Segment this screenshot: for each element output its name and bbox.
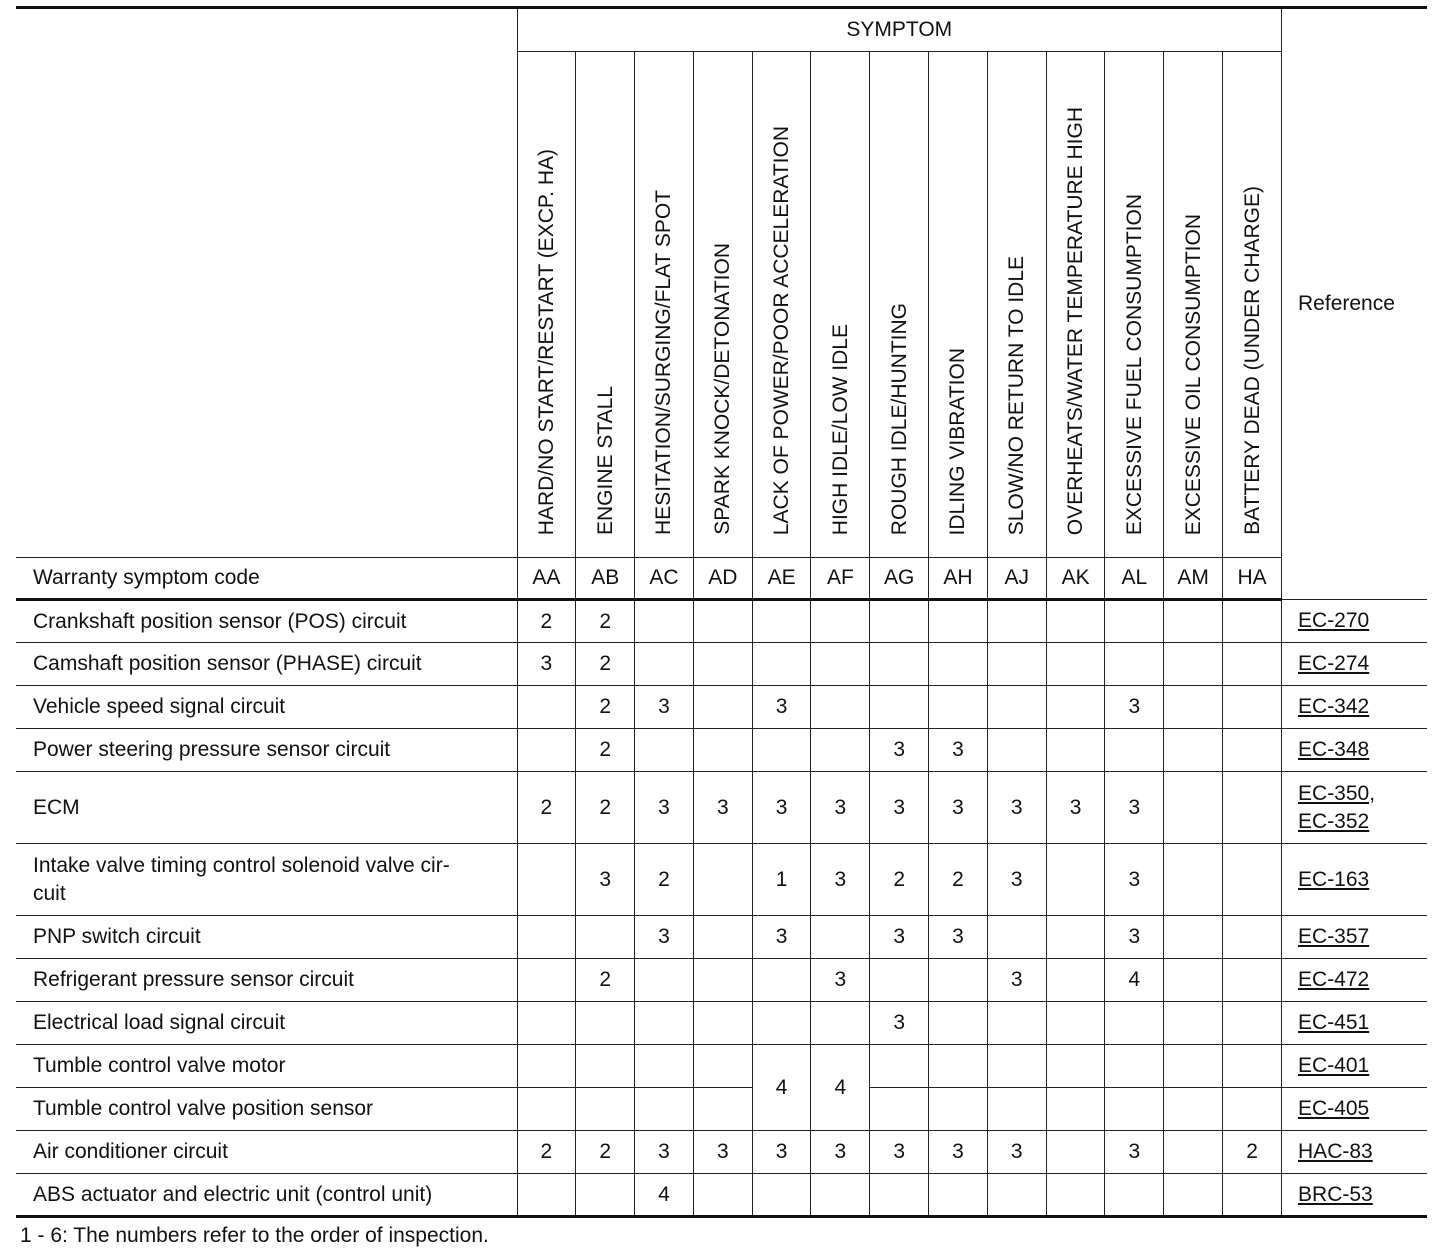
inspection-order-cell — [517, 729, 576, 772]
inspection-order-cell — [576, 1002, 635, 1045]
inspection-order-cell — [635, 600, 694, 643]
symptom-code: AB — [576, 558, 635, 600]
inspection-order-cell — [1046, 916, 1105, 959]
inspection-order-cell — [987, 643, 1046, 686]
symptom-header — [1105, 52, 1164, 558]
inspection-order-cell — [693, 959, 752, 1002]
reference-link[interactable]: BRC-53 — [1298, 1182, 1373, 1206]
symptom-code: AL — [1105, 558, 1164, 600]
inspection-order-cell — [1046, 844, 1105, 916]
inspection-order-cell: 2 — [517, 600, 576, 643]
reference-link[interactable]: EC-352 — [1298, 809, 1370, 833]
inspection-order-cell — [929, 643, 988, 686]
symptom-code: AM — [1164, 558, 1223, 600]
inspection-order-cell — [1164, 1131, 1223, 1174]
inspection-order-cell — [576, 916, 635, 959]
inspection-order-cell — [576, 1088, 635, 1131]
symptom-code: HA — [1223, 558, 1282, 600]
inspection-order-cell — [693, 643, 752, 686]
inspection-order-cell — [1105, 1045, 1164, 1088]
symptom-header — [635, 52, 694, 558]
inspection-order-cell — [752, 643, 811, 686]
symptom-code: AC — [635, 558, 694, 600]
inspection-order-cell — [1223, 686, 1282, 729]
symptom-header — [517, 52, 576, 558]
inspection-order-cell — [1164, 1174, 1223, 1217]
inspection-order-cell — [870, 1174, 929, 1217]
reference-cell — [1282, 1174, 1427, 1217]
reference-cell — [1282, 1002, 1427, 1045]
symptom-code: AA — [517, 558, 576, 600]
inspection-order-cell: 2 — [576, 959, 635, 1002]
inspection-order-cell — [752, 729, 811, 772]
symptom-header — [693, 52, 752, 558]
inspection-order-cell — [987, 686, 1046, 729]
symptom-header — [1046, 52, 1105, 558]
table-body — [16, 600, 1427, 1217]
inspection-order-cell — [987, 729, 1046, 772]
inspection-order-cell — [576, 1045, 635, 1088]
inspection-order-cell — [635, 959, 694, 1002]
inspection-order-cell — [693, 1002, 752, 1045]
inspection-order-cell — [1046, 643, 1105, 686]
inspection-order-cell — [517, 1088, 576, 1131]
inspection-order-cell — [811, 729, 870, 772]
inspection-order-cell — [517, 686, 576, 729]
inspection-order-cell — [1223, 916, 1282, 959]
reference-link[interactable]: EC-405 — [1298, 1097, 1370, 1120]
inspection-order-cell: 3 — [1105, 772, 1164, 844]
component-name-line: Air conditioner circuit — [33, 1140, 228, 1163]
reference-link[interactable]: EC-401 — [1298, 1054, 1370, 1077]
inspection-order-cell — [1164, 772, 1223, 844]
symptom-name: IDLING VIBRATION — [946, 347, 970, 535]
inspection-order-cell: 3 — [693, 1131, 752, 1174]
inspection-order-cell: 4 — [811, 1045, 870, 1131]
inspection-order-cell: 3 — [576, 844, 635, 916]
reference-cell — [1282, 1045, 1427, 1088]
inspection-order-cell: 3 — [929, 1131, 988, 1174]
symptom-name: ROUGH IDLE/HUNTING — [887, 302, 911, 535]
inspection-order-cell — [870, 643, 929, 686]
inspection-order-cell: 2 — [576, 772, 635, 844]
inspection-order-cell — [517, 1045, 576, 1088]
component-name — [16, 1131, 517, 1174]
inspection-order-cell — [693, 844, 752, 916]
inspection-order-cell — [929, 1088, 988, 1131]
inspection-order-cell — [1164, 844, 1223, 916]
inspection-order-cell — [517, 1002, 576, 1045]
inspection-order-cell: 3 — [811, 1131, 870, 1174]
inspection-order-cell: 3 — [811, 959, 870, 1002]
reference-link[interactable]: HAC-83 — [1298, 1140, 1373, 1163]
component-name-line: cuit — [33, 881, 66, 905]
inspection-order-cell: 3 — [1105, 916, 1164, 959]
inspection-order-cell — [1164, 916, 1223, 959]
inspection-order-cell — [987, 1002, 1046, 1045]
inspection-order-cell — [1164, 729, 1223, 772]
inspection-order-cell — [1164, 1088, 1223, 1131]
symptom-name: SLOW/NO RETURN TO IDLE — [1005, 255, 1029, 535]
inspection-order-cell: 3 — [635, 686, 694, 729]
inspection-order-cell — [811, 600, 870, 643]
reference-cell — [1282, 600, 1427, 643]
inspection-order-cell: 1 — [752, 844, 811, 916]
component-name — [16, 916, 517, 959]
inspection-order-cell — [635, 729, 694, 772]
reference-link[interactable]: EC-472 — [1298, 968, 1370, 991]
component-name-line: Camshaft position sensor (PHASE) circuit — [33, 652, 422, 675]
inspection-order-cell — [987, 1088, 1046, 1131]
component-name — [16, 1174, 517, 1217]
inspection-order-cell: 3 — [870, 1131, 929, 1174]
inspection-order-cell — [1046, 1045, 1105, 1088]
component-name-line: Refrigerant pressure sensor circuit — [33, 968, 354, 991]
component-name-line: Intake valve timing control solenoid valve cir- — [33, 853, 450, 877]
inspection-order-cell: 2 — [517, 772, 576, 844]
symptom-name: HESITATION/SURGING/FLAT SPOT — [652, 190, 676, 535]
inspection-order-cell: 2 — [517, 1131, 576, 1174]
inspection-order-cell — [752, 1174, 811, 1217]
symptom-name: LACK OF POWER/POOR ACCELERATION — [770, 125, 794, 535]
inspection-order-cell — [1164, 643, 1223, 686]
inspection-order-cell — [693, 1174, 752, 1217]
table-row — [16, 1131, 1427, 1174]
inspection-order-cell: 3 — [1105, 1131, 1164, 1174]
table-row — [16, 959, 1427, 1002]
inspection-order-cell — [811, 916, 870, 959]
inspection-order-cell — [1046, 1174, 1105, 1217]
inspection-order-cell — [811, 1002, 870, 1045]
reference-cell — [1282, 844, 1427, 916]
inspection-order-cell: 2 — [576, 600, 635, 643]
component-name-line: ECM — [33, 795, 80, 819]
symptom-table — [16, 6, 1427, 1218]
inspection-order-cell — [1105, 643, 1164, 686]
corner-cell — [16, 8, 517, 558]
inspection-order-cell: 3 — [870, 916, 929, 959]
inspection-order-cell — [693, 1045, 752, 1088]
inspection-order-cell: 3 — [987, 1131, 1046, 1174]
symptom-name: ENGINE STALL — [593, 386, 617, 535]
inspection-order-cell — [693, 729, 752, 772]
table-row — [16, 1088, 1427, 1131]
symptom-header — [987, 52, 1046, 558]
reference-cell — [1282, 1131, 1427, 1174]
table-row — [16, 844, 1427, 916]
symptom-code: AD — [693, 558, 752, 600]
inspection-order-cell: 2 — [576, 686, 635, 729]
symptom-code: AK — [1046, 558, 1105, 600]
inspection-order-cell — [517, 916, 576, 959]
component-name — [16, 1088, 517, 1131]
component-name-line: Crankshaft position sensor (POS) circuit — [33, 609, 407, 633]
inspection-order-cell — [929, 1002, 988, 1045]
component-name — [16, 1045, 517, 1088]
inspection-order-cell: 3 — [987, 844, 1046, 916]
inspection-order-cell: 3 — [929, 772, 988, 844]
inspection-order-cell — [693, 686, 752, 729]
inspection-order-cell: 3 — [1046, 772, 1105, 844]
symptom-header — [752, 52, 811, 558]
inspection-order-cell: 3 — [1105, 686, 1164, 729]
inspection-order-cell: 3 — [693, 772, 752, 844]
component-name-line: Tumble control valve motor — [33, 1054, 286, 1077]
component-name-line: Vehicle speed signal circuit — [33, 695, 286, 718]
inspection-order-cell — [1164, 1045, 1223, 1088]
inspection-order-cell — [635, 643, 694, 686]
reference-header: Reference — [1282, 8, 1427, 600]
inspection-order-cell — [987, 1174, 1046, 1217]
inspection-order-cell — [1164, 1002, 1223, 1045]
inspection-order-cell: 2 — [870, 844, 929, 916]
inspection-order-cell: 2 — [1223, 1131, 1282, 1174]
reference-link[interactable]: EC-270 — [1298, 609, 1370, 632]
inspection-order-cell: 3 — [635, 772, 694, 844]
inspection-order-cell: 4 — [635, 1174, 694, 1217]
table-row — [16, 643, 1427, 686]
inspection-order-cell: 2 — [929, 844, 988, 916]
inspection-order-cell — [693, 916, 752, 959]
inspection-order-cell — [1164, 686, 1223, 729]
inspection-order-cell — [929, 1045, 988, 1088]
symptom-name: HIGH IDLE/LOW IDLE — [828, 323, 852, 535]
table-row — [16, 916, 1427, 959]
reference-link[interactable]: EC-357 — [1298, 925, 1370, 948]
inspection-order-cell: 3 — [929, 916, 988, 959]
symptom-code: AJ — [987, 558, 1046, 600]
inspection-order-cell — [693, 600, 752, 643]
inspection-order-cell: 3 — [635, 916, 694, 959]
inspection-order-cell — [929, 600, 988, 643]
reference-cell — [1282, 772, 1427, 844]
inspection-order-cell — [1223, 729, 1282, 772]
inspection-order-cell — [1223, 1002, 1282, 1045]
symptom-name: HARD/NO START/RESTART (EXCP. HA) — [534, 148, 558, 535]
warranty-code-row — [16, 558, 1427, 600]
reference-cell — [1282, 959, 1427, 1002]
symptom-title: SYMPTOM — [517, 8, 1282, 52]
reference-link[interactable]: EC-274 — [1298, 652, 1370, 675]
inspection-order-cell: 4 — [1105, 959, 1164, 1002]
inspection-order-cell — [1223, 600, 1282, 643]
reference-link[interactable]: EC-350, — [1298, 781, 1376, 805]
symptom-matrix — [16, 6, 1426, 1218]
inspection-order-cell — [693, 1088, 752, 1131]
symptom-name: EXCESSIVE OIL CONSUMPTION — [1181, 213, 1205, 535]
symptom-code: AH — [929, 558, 988, 600]
inspection-order-cell: 2 — [576, 1131, 635, 1174]
inspection-order-cell — [1223, 772, 1282, 844]
inspection-order-cell — [635, 1002, 694, 1045]
inspection-order-cell: 3 — [1105, 844, 1164, 916]
reference-cell — [1282, 1088, 1427, 1131]
inspection-order-cell: 2 — [576, 729, 635, 772]
inspection-order-cell — [929, 959, 988, 1002]
inspection-order-cell: 3 — [929, 729, 988, 772]
inspection-order-cell: 3 — [987, 772, 1046, 844]
symptom-name: SPARK KNOCK/DETONATION — [711, 243, 735, 535]
inspection-order-cell — [752, 959, 811, 1002]
symptom-header — [811, 52, 870, 558]
component-name — [16, 600, 517, 643]
inspection-order-cell — [1223, 643, 1282, 686]
inspection-order-cell — [929, 1174, 988, 1217]
warranty-label: Warranty symptom code — [16, 558, 517, 600]
inspection-order-cell: 3 — [987, 959, 1046, 1002]
inspection-order-cell — [635, 1045, 694, 1088]
inspection-order-cell — [1046, 959, 1105, 1002]
table-row — [16, 1002, 1427, 1045]
inspection-order-cell — [517, 844, 576, 916]
inspection-order-cell — [1223, 1088, 1282, 1131]
inspection-order-cell: 3 — [870, 729, 929, 772]
inspection-order-cell — [870, 959, 929, 1002]
inspection-order-cell: 3 — [811, 772, 870, 844]
component-name — [16, 729, 517, 772]
table-row — [16, 772, 1427, 844]
inspection-order-cell: 3 — [752, 1131, 811, 1174]
reference-cell — [1282, 686, 1427, 729]
footnote: 1 - 6: The numbers refer to the order of inspection. — [20, 1224, 489, 1247]
inspection-order-cell — [870, 600, 929, 643]
symptom-code: AF — [811, 558, 870, 600]
table-row — [16, 729, 1427, 772]
inspection-order-cell — [870, 1088, 929, 1131]
inspection-order-cell: 3 — [752, 772, 811, 844]
inspection-order-cell — [1164, 600, 1223, 643]
symptom-header — [1164, 52, 1223, 558]
reference-cell — [1282, 643, 1427, 686]
inspection-order-cell — [987, 1045, 1046, 1088]
component-name — [16, 643, 517, 686]
inspection-order-cell — [1046, 1088, 1105, 1131]
reference-link[interactable]: EC-163 — [1298, 867, 1370, 891]
symptom-name: EXCESSIVE FUEL CONSUMPTION — [1122, 193, 1146, 535]
inspection-order-cell — [1046, 686, 1105, 729]
reference-cell — [1282, 729, 1427, 772]
inspection-order-cell — [752, 600, 811, 643]
reference-link[interactable]: EC-342 — [1298, 695, 1370, 718]
inspection-order-cell — [870, 686, 929, 729]
inspection-order-cell — [576, 1174, 635, 1217]
inspection-order-cell: 2 — [635, 844, 694, 916]
inspection-order-cell — [987, 916, 1046, 959]
inspection-order-cell — [752, 1002, 811, 1045]
reference-cell — [1282, 916, 1427, 959]
inspection-order-cell — [1046, 729, 1105, 772]
inspection-order-cell — [1223, 959, 1282, 1002]
symptom-code: AG — [870, 558, 929, 600]
component-name-line: Power steering pressure sensor circuit — [33, 738, 391, 761]
table-row — [16, 686, 1427, 729]
inspection-order-cell — [1223, 1174, 1282, 1217]
inspection-order-cell — [1223, 844, 1282, 916]
inspection-order-cell — [1105, 1088, 1164, 1131]
symptom-header — [870, 52, 929, 558]
component-name-line: Electrical load signal circuit — [33, 1011, 286, 1034]
table-row — [16, 1045, 1427, 1088]
inspection-order-cell — [929, 686, 988, 729]
component-name — [16, 686, 517, 729]
inspection-order-cell — [635, 1088, 694, 1131]
component-name-line: PNP switch circuit — [33, 925, 201, 948]
inspection-order-cell: 3 — [752, 686, 811, 729]
component-name-line: Tumble control valve position sensor — [33, 1097, 374, 1120]
symptom-name: BATTERY DEAD (UNDER CHARGE) — [1240, 186, 1264, 535]
inspection-order-cell — [870, 1045, 929, 1088]
table-row — [16, 1174, 1427, 1217]
inspection-order-cell — [1164, 959, 1223, 1002]
component-name-line: ABS actuator and electric unit (control unit) — [33, 1182, 433, 1206]
inspection-order-cell: 3 — [635, 1131, 694, 1174]
inspection-order-cell: 3 — [517, 643, 576, 686]
inspection-order-cell — [1046, 1002, 1105, 1045]
inspection-order-cell: 3 — [870, 1002, 929, 1045]
inspection-order-cell — [987, 600, 1046, 643]
inspection-order-cell — [811, 643, 870, 686]
inspection-order-cell: 4 — [752, 1045, 811, 1131]
reference-link[interactable]: EC-348 — [1298, 738, 1370, 761]
symptom-code: AE — [752, 558, 811, 600]
component-name — [16, 959, 517, 1002]
inspection-order-cell — [1105, 1174, 1164, 1217]
inspection-order-cell — [1046, 1131, 1105, 1174]
inspection-order-cell: 3 — [811, 844, 870, 916]
inspection-order-cell — [1105, 729, 1164, 772]
inspection-order-cell — [517, 1174, 576, 1217]
symptom-header — [929, 52, 988, 558]
symptom-header — [1223, 52, 1282, 558]
symptom-header — [576, 52, 635, 558]
symptom-name: OVERHEATS/WATER TEMPERATURE HIGH — [1064, 106, 1088, 535]
inspection-order-cell: 3 — [870, 772, 929, 844]
component-name — [16, 1002, 517, 1045]
inspection-order-cell — [811, 686, 870, 729]
inspection-order-cell — [1223, 1045, 1282, 1088]
inspection-order-cell — [811, 1174, 870, 1217]
component-name — [16, 844, 517, 916]
inspection-order-cell — [1105, 600, 1164, 643]
inspection-order-cell — [1046, 600, 1105, 643]
inspection-order-cell: 2 — [576, 643, 635, 686]
inspection-order-cell: 3 — [752, 916, 811, 959]
inspection-order-cell — [1105, 1002, 1164, 1045]
table-row — [16, 600, 1427, 643]
reference-link[interactable]: EC-451 — [1298, 1011, 1370, 1034]
component-name — [16, 772, 517, 844]
inspection-order-cell — [517, 959, 576, 1002]
